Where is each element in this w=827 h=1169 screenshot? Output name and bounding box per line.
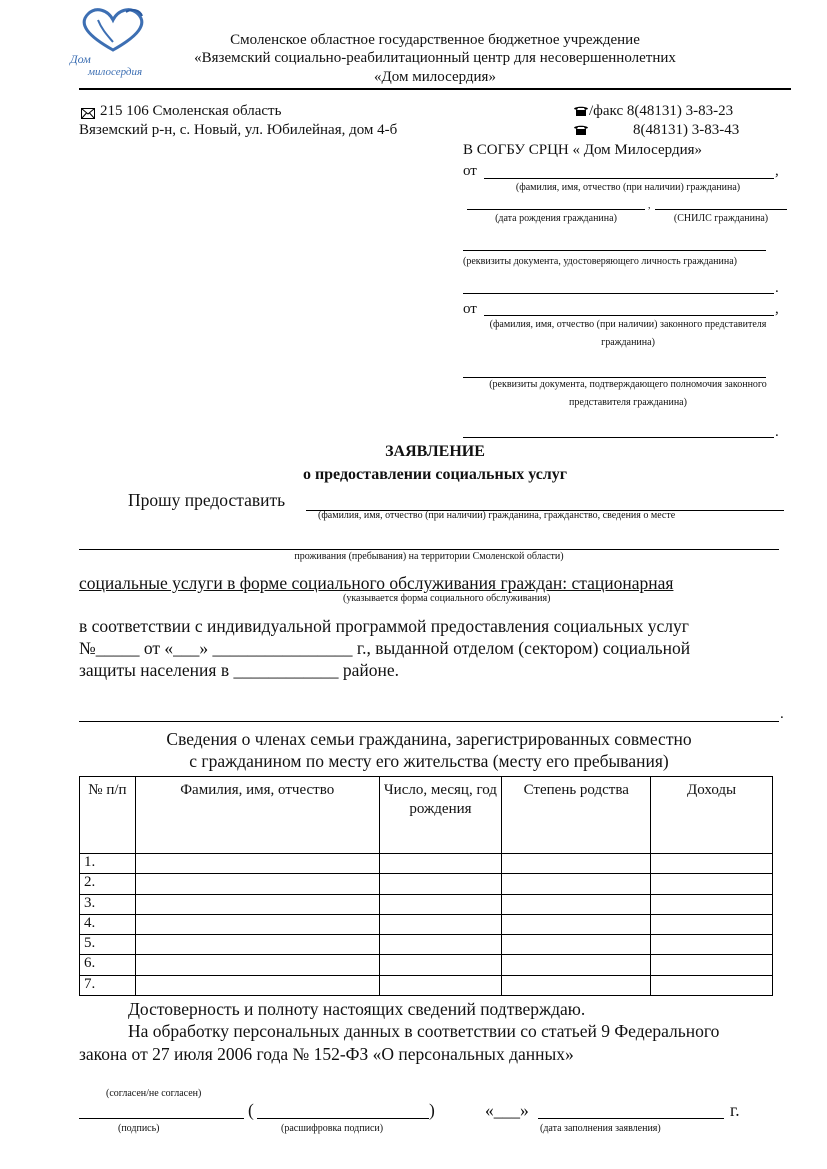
cell-fio[interactable] [135, 975, 379, 995]
row-number: 7. [80, 975, 136, 995]
representative-doc-field[interactable] [463, 364, 766, 378]
table-row [80, 935, 773, 955]
row-number: 4. [80, 914, 136, 934]
comma-2: , [648, 200, 651, 211]
hint-agree: (согласен/не согласен) [106, 1088, 202, 1099]
hint-rep-fio-2: гражданина) [601, 337, 655, 348]
document-title: ЗАЯВЛЕНИЕ [385, 443, 485, 460]
hint-residence: проживания (пребывания) на территории Смоленской области) [294, 551, 564, 562]
cell-income[interactable] [651, 874, 773, 894]
col-birth: Число, месяц, год рождения [379, 777, 502, 854]
date-field[interactable] [538, 1105, 724, 1119]
snils-field[interactable] [655, 200, 787, 210]
row-number: 3. [80, 894, 136, 914]
consent-line2: закона от 27 июля 2006 года № 152-ФЗ «О персональных данных» [79, 1044, 574, 1064]
confirm-statement: Достоверность и полноту настоящих сведений подтверждаю. [128, 999, 586, 1019]
family-heading-2: с гражданином по месту его жительства (месту его пребывания) [189, 751, 669, 771]
cell-income[interactable] [651, 894, 773, 914]
cell-birth[interactable] [379, 955, 502, 975]
row-number: 2. [80, 874, 136, 894]
cell-fio[interactable] [135, 874, 379, 894]
cell-birth[interactable] [379, 854, 502, 874]
cell-relation[interactable] [502, 894, 651, 914]
table-header-row [80, 777, 773, 854]
cell-income[interactable] [651, 854, 773, 874]
cell-birth[interactable] [379, 935, 502, 955]
family-members-table [79, 776, 773, 996]
org-name-line1: Смоленское областное государственное бюджетное учреждение [230, 32, 640, 48]
from-label: от [463, 163, 477, 179]
hint-rep-doc-1: (реквизиты документа, подтверждающего полномочия законного [489, 379, 767, 390]
col-relation: Степень родства [502, 777, 651, 854]
cell-fio[interactable] [135, 935, 379, 955]
col-fio: Фамилия, имя, отчество [135, 777, 379, 854]
col-income: Доходы [651, 777, 773, 854]
row-number: 6. [80, 955, 136, 975]
program-line3: защиты населения в ____________ районе. [79, 660, 399, 680]
logo-heart-icon [68, 6, 158, 56]
table-row [80, 914, 773, 934]
paren-open: ( [248, 1100, 254, 1120]
hint-rep-fio-1: (фамилия, имя, отчество (при наличии) законного представителя [489, 319, 767, 330]
birth-date-field[interactable] [467, 200, 645, 210]
period-3: . [780, 706, 784, 722]
telephone-icon-2 [573, 123, 589, 141]
hint-birth: (дата рождения гражданина) [495, 213, 617, 224]
cell-income[interactable] [651, 914, 773, 934]
id-document-field[interactable] [463, 241, 766, 251]
applicant-fio-field[interactable] [484, 165, 774, 179]
service-form-value: социальные услуги в форме социального обслуживания граждан: стационарная [79, 573, 674, 593]
period-1: . [775, 280, 779, 296]
hint-form: (указывается форма социального обслуживания) [343, 593, 551, 604]
cell-relation[interactable] [502, 874, 651, 894]
table-row [80, 894, 773, 914]
program-line1: в соответствии с индивидуальной программой предоставления социальных услуг [79, 616, 689, 636]
document-subtitle: о предоставлении социальных услуг [302, 466, 568, 483]
table-row [80, 874, 773, 894]
address-line1: 215 106 Смоленская область [100, 103, 282, 119]
family-heading-1: Сведения о членах семьи гражданина, зарегистрированных совместно [166, 729, 692, 749]
from-label-2: от [463, 301, 477, 317]
cell-fio[interactable] [135, 955, 379, 975]
representative-fio-field[interactable] [484, 302, 774, 316]
hint-id-doc: (реквизиты документа, удостоверяющего личность гражданина) [463, 256, 737, 267]
cell-birth[interactable] [379, 914, 502, 934]
row-number: 1. [80, 854, 136, 874]
cell-relation[interactable] [502, 854, 651, 874]
comma-3: , [775, 301, 779, 317]
cell-relation[interactable] [502, 935, 651, 955]
paren-close: ) [429, 1100, 435, 1120]
logo-text-2: милосердия [88, 66, 143, 78]
cell-fio[interactable] [135, 914, 379, 934]
hint-date: (дата заполнения заявления) [540, 1123, 661, 1134]
hint-rep-doc-2: представителя гражданина) [569, 397, 687, 408]
logo-text-1: Дом [70, 52, 91, 66]
cell-relation[interactable] [502, 975, 651, 995]
signature-field[interactable] [79, 1105, 244, 1119]
hint-fio: (фамилия, имя, отчество (при наличии) гражданина) [515, 182, 741, 193]
org-name-line2: «Вяземский социально-реабилитационный центр для несовершеннолетних [194, 50, 676, 66]
year-suffix: г. [730, 1100, 740, 1120]
cell-birth[interactable] [379, 894, 502, 914]
extra-info-field[interactable] [79, 706, 779, 722]
consent-line1: На обработку персональных данных в соответствии со статьей 9 Федерального [128, 1021, 720, 1041]
cell-fio[interactable] [135, 894, 379, 914]
telephone-icon [573, 104, 589, 122]
cell-birth[interactable] [379, 874, 502, 894]
address-line2: Вяземский р-н, с. Новый, ул. Юбилейная, дом 4-б [79, 122, 398, 138]
hint-request: (фамилия, имя, отчество (при наличии) гражданина, гражданство, сведения о месте [318, 510, 676, 521]
signature-decode-field[interactable] [257, 1105, 429, 1119]
table-row [80, 955, 773, 975]
col-number: № п/п [80, 777, 136, 854]
program-line2: №_____ от «___» ________________ г., выданной отделом (сектором) социальной [79, 638, 691, 658]
cell-relation[interactable] [502, 914, 651, 934]
date-day-field[interactable]: «___» [485, 1100, 529, 1120]
table-row [80, 975, 773, 995]
cell-birth[interactable] [379, 975, 502, 995]
logo [68, 6, 158, 84]
phone-2: 8(48131) 3-83-43 [633, 122, 740, 138]
comma-1: , [775, 163, 779, 179]
period-2: . [775, 424, 779, 440]
hint-signature: (подпись) [118, 1123, 160, 1134]
cell-income[interactable] [651, 975, 773, 995]
residence-field[interactable] [79, 538, 779, 550]
id-document-field-2[interactable] [463, 280, 774, 294]
row-number: 5. [80, 935, 136, 955]
request-field[interactable] [306, 497, 784, 511]
header-rule [79, 88, 791, 90]
request-label: Прошу предоставить [128, 490, 286, 510]
hint-decode: (расшифровка подписи) [281, 1123, 384, 1134]
cell-income[interactable] [651, 935, 773, 955]
hint-snils: (СНИЛС гражданина) [673, 213, 769, 224]
cell-fio[interactable] [135, 854, 379, 874]
phone-fax: /факс 8(48131) 3-83-23 [589, 103, 734, 119]
table-row [80, 854, 773, 874]
addressee-to: В СОГБУ СРЦН « Дом Милосердия» [463, 142, 703, 158]
org-name-line3: «Дом милосердия» [374, 69, 496, 85]
cell-income[interactable] [651, 955, 773, 975]
representative-doc-field-2[interactable] [463, 424, 774, 438]
cell-relation[interactable] [502, 955, 651, 975]
